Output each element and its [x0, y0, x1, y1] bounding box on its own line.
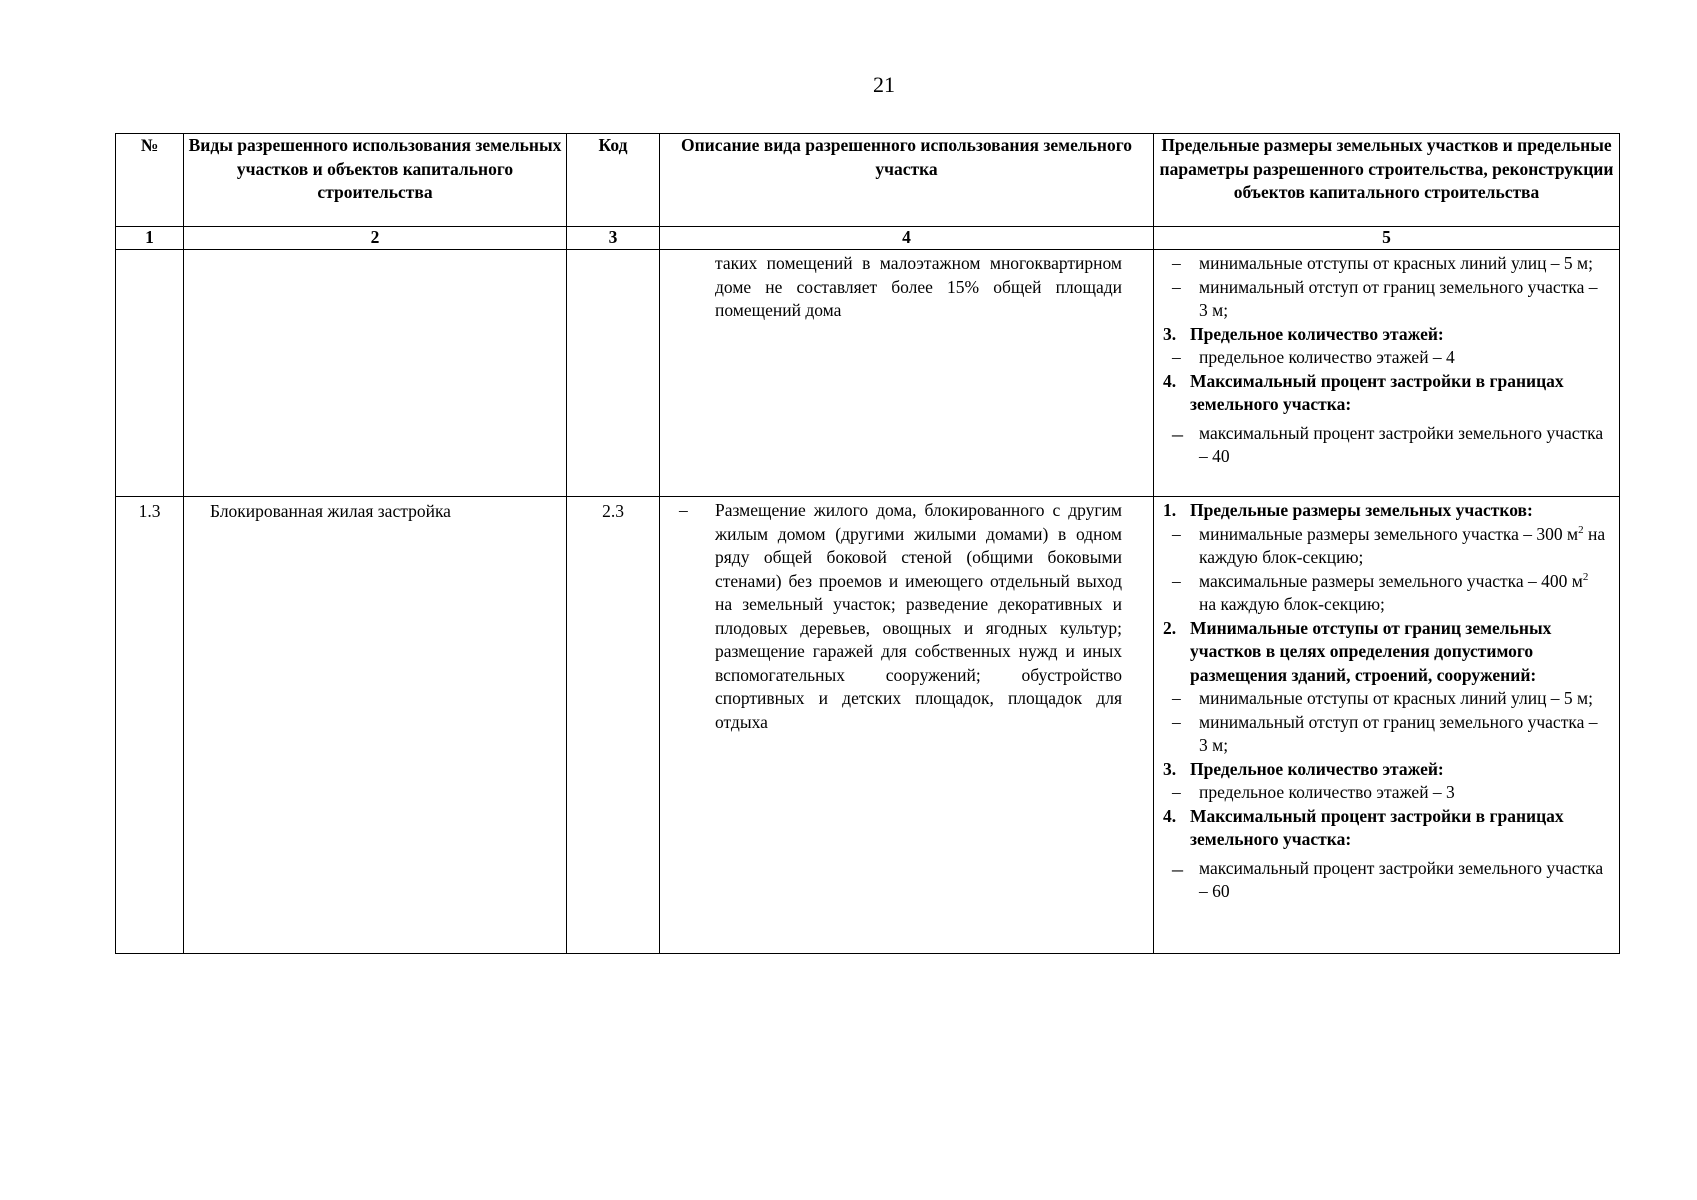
cell-description — [660, 497, 1154, 954]
header-number: № — [116, 134, 184, 227]
param-item: – минимальный отступ от границ земельного участка – 3 м; — [1172, 276, 1598, 320]
column-number-3: 3 — [567, 227, 660, 250]
column-number-1: 1 — [116, 227, 184, 250]
table-row — [116, 250, 1620, 497]
description-text: Размещение жилого дома, блокированного с другим жилым домом (другими жилыми домами) в одном ряду общей боковой стеной (общими боковыми стенами) без проемов и имеющего отдельный выход на земельный участок; разведение декоративных и плодовых деревьев, овощных и ягодных культур; размещение гаражей для собственных нужд и иных вспомогательных сооружений; обустройство спортивных и детских площадок, площадок для отдыха — [715, 500, 1122, 732]
param-item: – минимальный отступ от границ земельного участка – 3 м; — [1172, 711, 1598, 755]
header-code: Код — [567, 134, 660, 227]
param-heading: 4. Максимальный процент застройки в границах земельного участка: — [1163, 805, 1564, 849]
dash-marker: – — [679, 500, 688, 520]
param-item: – максимальный процент застройки земельного участка – 40 — [1172, 420, 1604, 466]
header-description: Описание вида разрешенного использования земельного участка — [660, 134, 1154, 227]
param-item: – минимальные отступы от красных линий улиц – 5 м; — [1172, 688, 1593, 708]
param-heading: 3. Предельное количество этажей: — [1163, 323, 1444, 344]
page-number: 21 — [873, 72, 895, 97]
param-item: – предельное количество этажей – 3 — [1172, 782, 1455, 802]
cell-parameters — [1154, 497, 1620, 954]
param-item: – максимальные размеры земельного участка – 400 $м^2$ на каждую блок-секцию; — [1172, 570, 1589, 614]
cell-use-type — [184, 250, 567, 497]
param-item: – минимальные отступы от красных линий улиц – 5 м; — [1172, 253, 1593, 273]
param-item: – предельное количество этажей – 4 — [1172, 347, 1455, 367]
column-numbers-row — [116, 227, 1620, 250]
header-use-types: Виды разрешенного использования земельных участков и объектов капитального строительства — [184, 134, 567, 227]
param-item: – максимальный процент застройки земельного участка – 60 — [1172, 855, 1604, 901]
description-text: таких помещений в малоэтажном многоквартирном доме не составляет более 15% общей площади помещений дома — [715, 253, 1122, 320]
cell-code — [567, 250, 660, 497]
param-heading: 2. Минимальные отступы от границ земельных участков в целях определения допустимого размещения зданий, строений, сооружений: — [1163, 617, 1552, 685]
param-heading: 1. Предельные размеры земельных участков: — [1163, 500, 1533, 520]
header-parameters: Предельные размеры земельных участков и предельные параметры разрешенного строительства, реконструкции объектов капитального строительства — [1154, 134, 1620, 227]
cell-number — [116, 250, 184, 497]
table-row — [116, 497, 1620, 954]
cell-number: 1.3 — [116, 497, 184, 954]
param-item: – минимальные размеры земельного участка – 300 $м^2$ на каждую блок-секцию; — [1172, 523, 1606, 567]
land-use-table — [115, 133, 1620, 954]
cell-code: 2.3 — [567, 497, 660, 954]
cell-description — [660, 250, 1154, 497]
param-heading: 4. Максимальный процент застройки в границах земельного участка: — [1163, 370, 1564, 414]
cell-use-type: Блокированная жилая застройка — [184, 497, 567, 954]
column-number-2: 2 — [184, 227, 567, 250]
column-number-5: 5 — [1154, 227, 1620, 250]
param-heading: 3. Предельное количество этажей: — [1163, 758, 1444, 779]
cell-parameters — [1154, 250, 1620, 497]
column-number-4: 4 — [660, 227, 1154, 250]
table-header-row — [116, 134, 1620, 227]
